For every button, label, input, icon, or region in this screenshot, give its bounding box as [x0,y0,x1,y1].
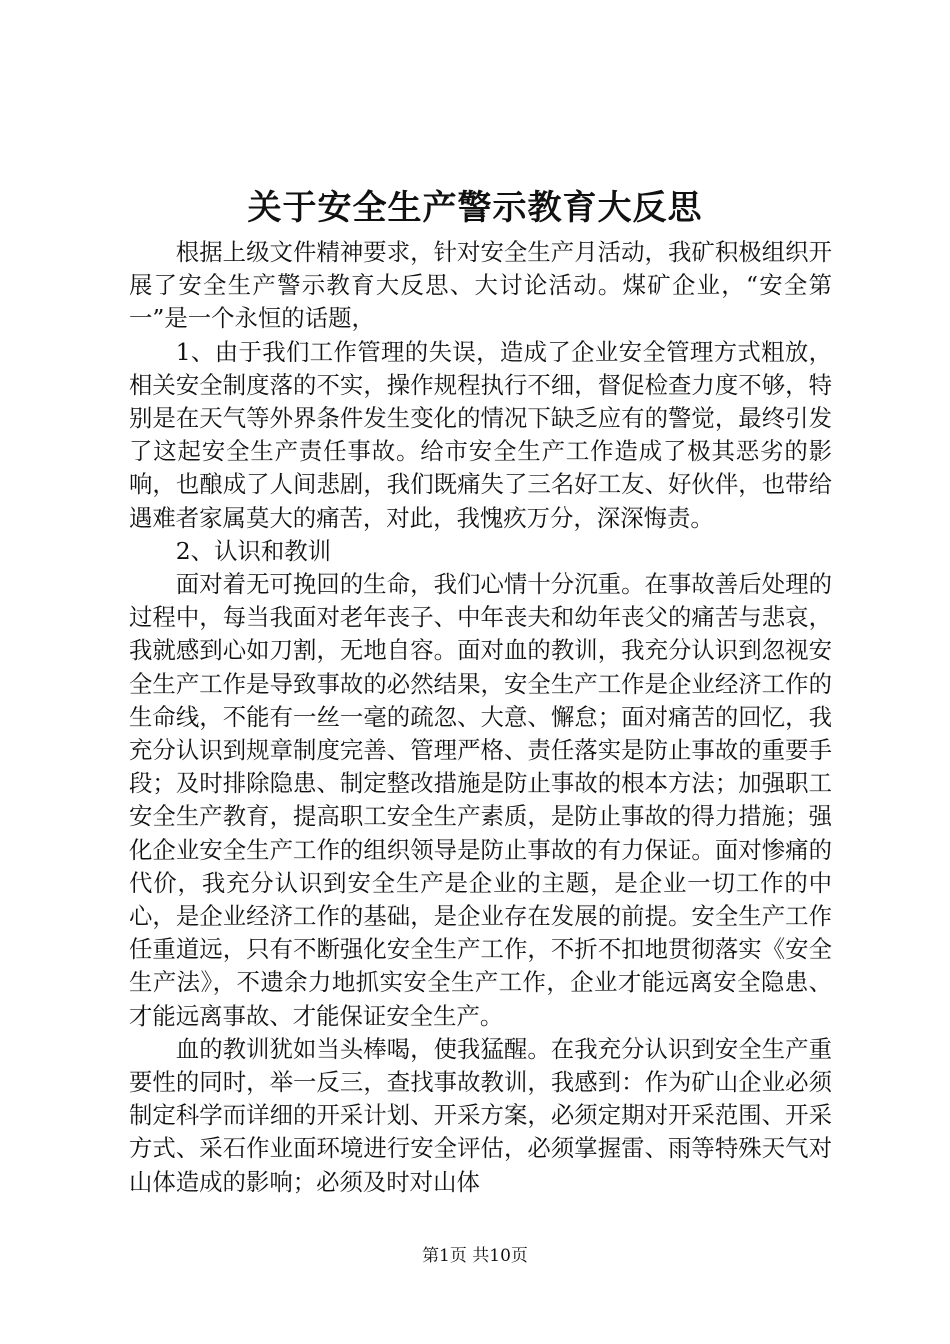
paragraph-intro: 根据上级文件精神要求，针对安全生产月活动，我矿积极组织开展了安全生产警示教育大反思、大讨论活动。煤矿企业，“安全第一”是一个永恒的话题， [129,238,832,333]
paragraph-lessons: 面对着无可挽回的生命，我们心情十分沉重。在事故善后处理的过程中，每当我面对老年丧子、中年丧夫和幼年丧父的痛苦与悲哀，我就感到心如刀割，无地自容。面对血的教训，我充分认识到忽视安全生产工作是导致事故的必然结果，安全生产工作是企业经济工作的生命线，不能有一丝一毫的疏忽、大意、懈怠；面对痛苦的回忆，我充分认识到规章制度完善、管理严格、责任落实是防止事故的重要手段；及时排除隐患、制定整改措施是防止事故的根本方法；加强职工安全生产教育，提高职工安全生产素质，是防止事故的得力措施；强化企业安全生产工作的组织领导是防止事故的有力保证。面对惨痛的代价，我充分认识到安全生产是企业的主题，是企业一切工作的中心，是企业经济工作的基础，是企业存在发展的前提。安全生产工作任重道远，只有不断强化安全生产工作，不折不扣地贯彻落实《安全生产法》，不遗余力地抓实安全生产工作，企业才能远离安全隐患、才能远离事故、才能保证安全生产。 [129,570,832,1030]
page-footer: 第1页 共10页 [422,1246,528,1266]
document-body [129,236,832,1199]
paragraph-reflection: 血的教训犹如当头棒喝，使我猛醒。在我充分认识到安全生产重要性的同时，举一反三，查找事故教训，我感到：作为矿山企业必须制定科学而详细的开采计划、开采方案，必须定期对开采范围、开采方式、采石作业面环境进行安全评估，必须掌握雷、雨等特殊天气对山体造成的影响；必须及时对山体 [129,1034,832,1196]
paragraph-point-1: 1、由于我们工作管理的失误，造成了企业安全管理方式粗放，相关安全制度落的不实，操作规程执行不细，督促检查力度不够，特别是在天气等外界条件发生变化的情况下缺乏应有的警觉，最终引发了这起安全生产责任事故。给市安全生产工作造成了极其恶劣的影响，也酿成了人间悲剧，我们既痛失了三名好工友、好伙伴，也带给遇难者家属莫大的痛苦，对此，我愧疚万分，深深悔责。 [129,337,832,532]
paragraph-point-2-heading: 2、认识和教训 [175,536,332,565]
document-title: 关于安全生产警示教育大反思 [247,188,703,228]
